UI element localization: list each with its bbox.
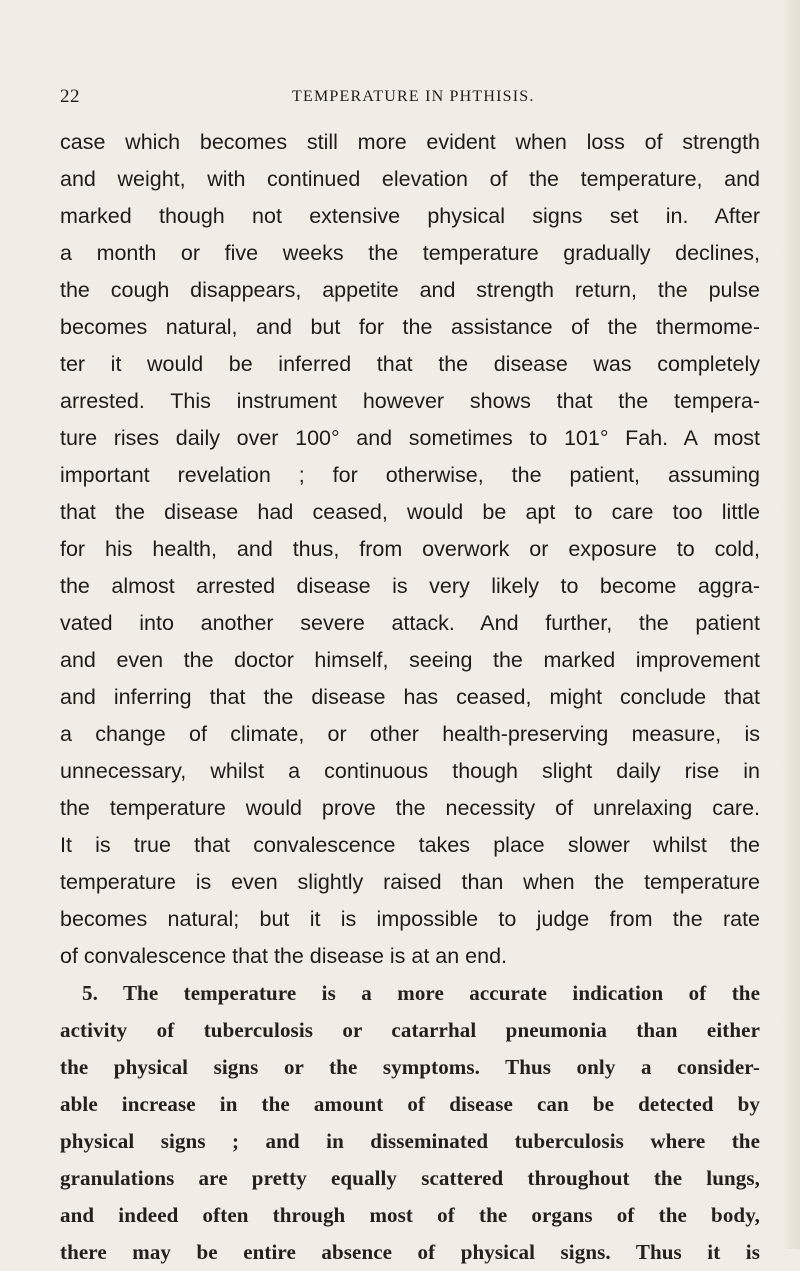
text-line: temperature is even slightly raised than when the temperature bbox=[60, 870, 760, 894]
page-edge-shadow bbox=[782, 0, 800, 1249]
text-line: the cough disappears, appetite and strength return, the pulse bbox=[60, 278, 760, 302]
text-line: able increase in the amount of disease can be detected by bbox=[60, 1092, 760, 1116]
text-line: the almost arrested disease is very likely to become aggra- bbox=[60, 574, 760, 598]
body-text bbox=[60, 124, 760, 1271]
text-line: a month or five weeks the temperature gradually declines, bbox=[60, 241, 760, 265]
text-line: activity of tuberculosis or catarrhal pneumonia than either bbox=[60, 1018, 760, 1042]
running-head bbox=[60, 86, 760, 110]
text-line: there may be entire absence of physical signs. Thus it is bbox=[60, 1240, 760, 1264]
text-line: vated into another severe attack. And further, the patient bbox=[60, 611, 760, 635]
text-line: 5. The temperature is a more accurate indication of the bbox=[82, 981, 760, 1005]
text-line: unnecessary, whilst a continuous though slight daily rise in bbox=[60, 759, 760, 783]
text-line: for his health, and thus, from overwork or exposure to cold, bbox=[60, 537, 760, 561]
text-line: becomes natural, and but for the assistance of the thermome- bbox=[60, 315, 760, 339]
text-line: and weight, with continued elevation of the temperature, and bbox=[60, 167, 760, 191]
text-line: ter it would be inferred that the disease was completely bbox=[60, 352, 760, 376]
text-line: and indeed often through most of the organs of the body, bbox=[60, 1203, 760, 1227]
text-line: It is true that convalescence takes place slower whilst the bbox=[60, 833, 760, 857]
text-line: important revelation ; for otherwise, the patient, assuming bbox=[60, 463, 760, 487]
running-title: TEMPERATURE IN PHTHISIS. bbox=[292, 88, 535, 105]
text-line: becomes natural; but it is impossible to judge from the rate bbox=[60, 907, 760, 931]
page-number: 22 bbox=[60, 86, 80, 107]
text-line: physical signs ; and in disseminated tuberculosis where the bbox=[60, 1129, 760, 1153]
text-line: the physical signs or the symptoms. Thus only a consider- bbox=[60, 1055, 760, 1079]
text-line: the temperature would prove the necessity of unrelaxing care. bbox=[60, 796, 760, 820]
text-line: ture rises daily over 100° and sometimes to 101° Fah. A most bbox=[60, 426, 760, 450]
text-line: marked though not extensive physical signs set in. After bbox=[60, 204, 760, 228]
text-line: that the disease had ceased, would be apt to care too little bbox=[60, 500, 760, 524]
text-line: and inferring that the disease has ceased, might conclude that bbox=[60, 685, 760, 709]
text-line: a change of climate, or other health-preserving measure, is bbox=[60, 722, 760, 746]
text-line: granulations are pretty equally scattered throughout the lungs, bbox=[60, 1166, 760, 1190]
text-line: and even the doctor himself, seeing the marked improvement bbox=[60, 648, 760, 672]
text-line: of convalescence that the disease is at an end. bbox=[60, 944, 508, 968]
text-line: arrested. This instrument however shows that the tempera- bbox=[60, 389, 760, 413]
text-line: case which becomes still more evident when loss of strength bbox=[60, 130, 760, 154]
